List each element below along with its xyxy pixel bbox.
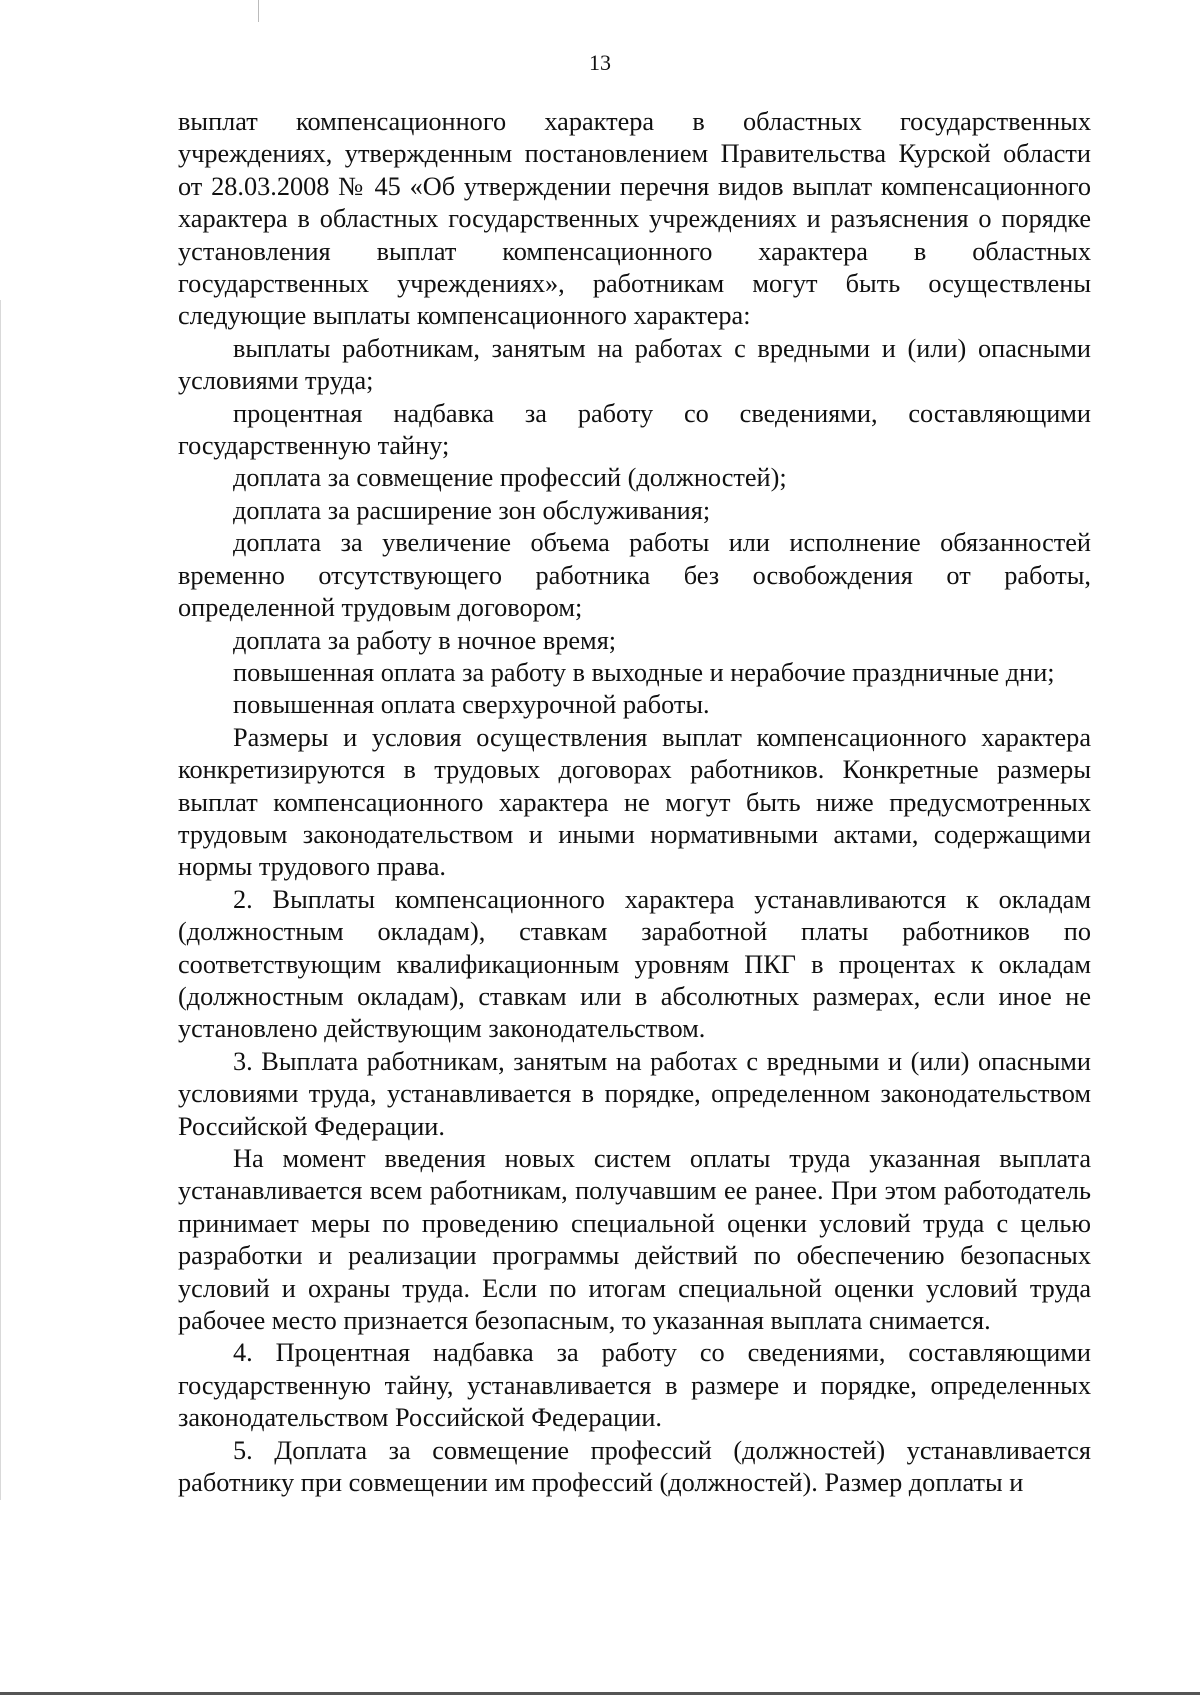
paragraph: выплат компенсационного характера в областных государственных учреждениях, утвержденным постановлением Правительства Курской области от 28.03.2008 № 45 «Об утверждении перечня видов выплат компенсационного характера в областных государственных учреждениях и разъяснения о порядке установления выплат компенсационного характера в областных государственных учреждениях», работникам могут быть осуществлены следующие выплаты компенсационного характера:: [178, 107, 1091, 331]
paragraph: 4. Процентная надбавка за работу со сведениями, составляющими государственную тайну, устанавливается в размере и порядке, определенных законодательством Российской Федерации.: [178, 1338, 1091, 1433]
paragraph: выплаты работникам, занятым на работах с вредными и (или) опасными условиями труда;: [178, 333, 1091, 396]
document-body: [178, 106, 1091, 1499]
paragraph: 5. Доплата за совмещение профессий (должностей) устанавливается работнику при совмещении им профессий (должностей). Размер доплаты и: [178, 1435, 1091, 1498]
scan-edge-line: [0, 300, 1, 1500]
paragraph: доплата за совмещение профессий (должностей);: [233, 463, 787, 493]
paragraph: доплата за расширение зон обслуживания;: [233, 495, 711, 525]
page-number: 13: [589, 50, 611, 75]
paragraph: На момент введения новых систем оплаты труда указанная выплата устанавливается всем работникам, получавшим ее ранее. При этом работодатель принимает меры по проведению специальной оценки условий труда с целью разработки и реализации программы действий по обеспечению безопасных условий и охраны труда. Если по итогам специальной оценки условий труда рабочее место признается безопасным, то указанная выплата снимается.: [178, 1144, 1091, 1336]
paragraph: Размеры и условия осуществления выплат компенсационного характера конкретизируются в трудовых договорах работников. Конкретные размеры выплат компенсационного характера не могут быть ниже предусмотренных трудовым законодательством и иными нормативными актами, содержащими нормы трудового права.: [178, 722, 1091, 882]
paragraph: 2. Выплаты компенсационного характера устанавливаются к окладам (должностным окладам), ставкам заработной платы работников по соответствующим квалификационным уровням ПКГ в процентах к окладам (должностным окладам), ставкам или в абсолютных размерах, если иное не установлено действующим законодательством.: [178, 884, 1091, 1044]
bottom-scan-rule: [0, 1692, 1200, 1695]
paragraph: 3. Выплата работникам, занятым на работах с вредными и (или) опасными условиями труда, устанавливается в порядке, определенном законодательством Российской Федерации.: [178, 1046, 1091, 1141]
paragraph: процентная надбавка за работу со сведениями, составляющими государственную тайну;: [178, 398, 1091, 461]
paragraph: доплата за работу в ночное время;: [233, 625, 617, 655]
paragraph: доплата за увеличение объема работы или исполнение обязанностей временно отсутствующего работника без освобождения от работы, определенной трудовым договором;: [178, 528, 1091, 623]
paragraph: повышенная оплата за работу в выходные и нерабочие праздничные дни;: [233, 657, 1055, 687]
scan-artifact-line: [258, 0, 259, 22]
paragraph: повышенная оплата сверхурочной работы.: [233, 690, 710, 720]
